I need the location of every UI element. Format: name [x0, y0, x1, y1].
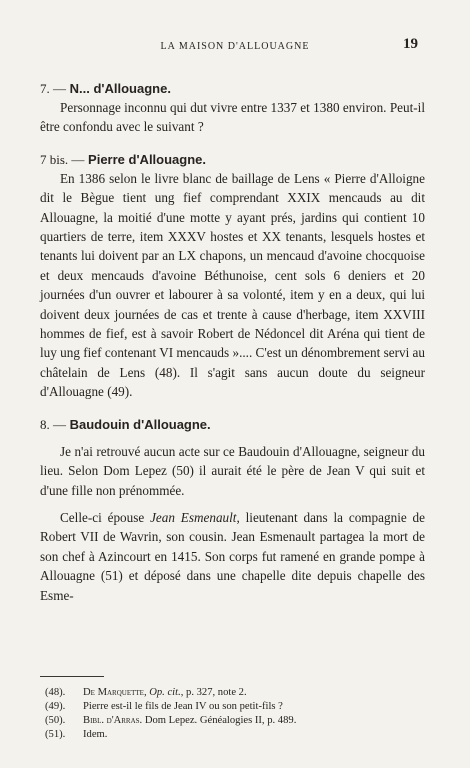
entry-heading [40, 416, 425, 434]
footnote-rule [40, 676, 104, 677]
footnote-49: (49). Pierre est-il le fils de Jean IV ou son petit-fils ? [45, 701, 283, 712]
paragraph: En 1386 selon le livre blanc de baillage de Lens « Pierre d'Alloigne dit le Bègue tient ung fief comprendant XXIX mencauds au dit Allouagne, la moitié d'une motte y ayant prés, jardins qui contient 10 quartiers de terre, item XXXV hostes et XX tenants, lesquels hostes et tenants lui doivent par an LX chapons, un mencaud d'avoine chocquoise et deux mencauds d'avoine Béthunoise, cent sols 6 deniers et 20 journées d'un ouvrer et labourer à sa volonté, item y en a deux, qui lui doivent deux journées de cas et trente à cause d'herbage, item XXVIII hommes de fief, est à savoir Robert de Nédoncel dit Aréna qui tient de luy ung fief contenant VI mencauds ».... C'est un dénombrement servi au châtelain de Lens (48). Il s'agit sans aucun doute du seigneur d'Allouagne (49). [40, 170, 425, 400]
entry-heading [40, 80, 425, 98]
entry-7 [40, 80, 425, 137]
entry-name: Pierre d'Allouagne. [88, 151, 206, 167]
entry-number: 7 bis. — [40, 151, 85, 167]
entry-number: 7. — [40, 81, 66, 96]
entry-7-bis [40, 151, 425, 402]
page-number: 19 [403, 36, 418, 52]
paragraph: Je n'ai retrouvé aucun acte sur ce Baudouin d'Allouagne, seigneur du lieu. Selon Dom Lepez (50) il aurait été le père de Jean V qui suit et d'une fille non prénommée. [40, 443, 425, 498]
running-head: LA MAISON D'ALLOUAGNE [160, 41, 310, 52]
paragraph: Celle-ci épouse Jean Esmenault, lieutenant dans la compagnie de Robert VII de Wavrin, son cousin. Jean Esmenault partagea la mort de son chef à Azincourt en 1415. Son corps fut ramené en grande pompe à Allouagne (51) et déposé dans une chapelle dite depuis chapelle des Esme- [40, 509, 425, 603]
entry-heading [40, 151, 425, 169]
entry-name: Baudouin d'Allouagne. [69, 416, 211, 432]
italic-name: Jean Esmenault [150, 509, 237, 525]
footnote-50: (50). Bibl. d'Arras. Dom Lepez. Généalogies II, p. 489. [45, 715, 297, 726]
entry-name: N... d'Allouagne. [69, 81, 171, 96]
footnote-51: (51). Idem. [45, 729, 108, 740]
entry-8 [40, 416, 425, 605]
entry-number: 8. — [40, 416, 66, 432]
body-text [40, 80, 425, 605]
footnote-48: (48). De Marquette, Op. cit., p. 327, note 2. [45, 687, 247, 698]
paragraph: Personnage inconnu qui dut vivre entre 1337 et 1380 environ. Peut-il être confondu avec le suivant ? [40, 100, 425, 135]
footnotes [45, 686, 425, 742]
